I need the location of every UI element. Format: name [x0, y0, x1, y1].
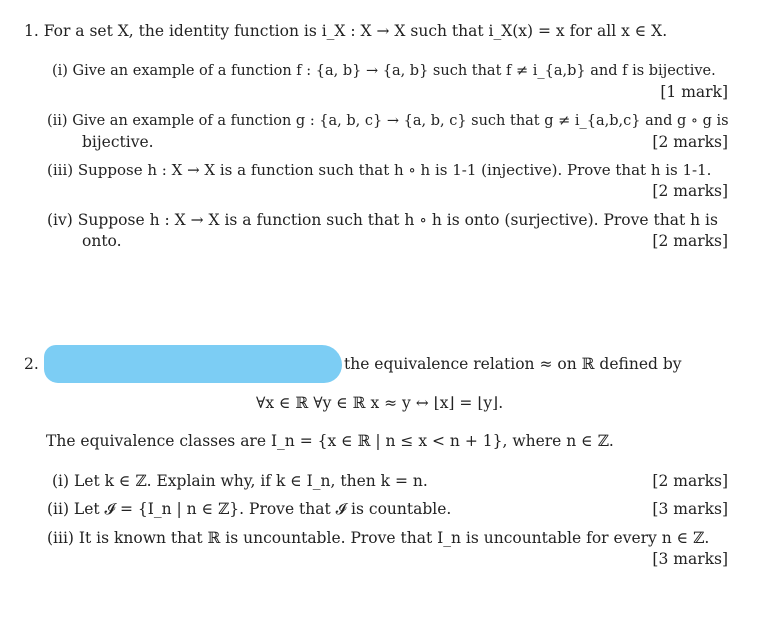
q1-part-ii-line2: bijective. — [82, 133, 154, 151]
q1-part-iii-marks: [2 marks] — [652, 182, 728, 200]
q2-part-i: (i) Let k ∈ ℤ. Explain why, if k ∈ I_n, then k = n. — [52, 472, 428, 490]
q2-part-iii-marks: [3 marks] — [652, 550, 728, 568]
q1-part-iv-line1: (iv) Suppose h : X → X is a function such that h ∘ h is onto (surjective). Prove that h is — [47, 211, 718, 229]
q2-part-iii: (iii) It is known that ℝ is uncountable. Prove that I_n is uncountable for every n ∈ ℤ. — [47, 529, 710, 547]
q1-part-i: (i) Give an example of a function f : {a, b} → {a, b} such that f ≠ i_{a,b} and f is bijective. — [52, 63, 716, 79]
q1-part-iv-line2: onto. — [82, 232, 122, 250]
q1-part-i-marks: [1 mark] — [660, 83, 728, 101]
q1-part-ii-marks: [2 marks] — [652, 133, 728, 151]
q1-part-iii: (iii) Suppose h : X → X is a function such that h ∘ h is 1-1 (injective). Prove that h is 1-1. — [47, 161, 712, 179]
q1-intro: 1. For a set X, the identity function is i_X : X → X such that i_X(x) = x for all x ∈ X. — [24, 22, 668, 40]
q2-part-ii-marks: [3 marks] — [652, 500, 728, 518]
q2-classes: The equivalence classes are I_n = {x ∈ ℝ | n ≤ x < n + 1}, where n ∈ ℤ. — [46, 432, 614, 450]
q2-part-ii: (ii) Let 𝓘 = {I_n | n ∈ ℤ}. Prove that 𝓘 is countable. — [47, 500, 452, 518]
q2-intro: the equivalence relation ≈ on ℝ defined by — [344, 355, 682, 373]
q2-definition: ∀x ∈ ℝ ∀y ∈ ℝ x ≈ y ↔ ⌊x⌋ = ⌊y⌋. — [256, 394, 504, 412]
q2-number: 2. — [24, 355, 39, 373]
q2-part-i-marks: [2 marks] — [652, 472, 728, 490]
redaction-scribble — [44, 345, 342, 383]
q1-part-iv-marks: [2 marks] — [652, 232, 728, 250]
q1-part-ii-line1: (ii) Give an example of a function g : {a, b, c} → {a, b, c} such that g ≠ i_{a,b,c} and g ∘ g is — [47, 113, 729, 129]
